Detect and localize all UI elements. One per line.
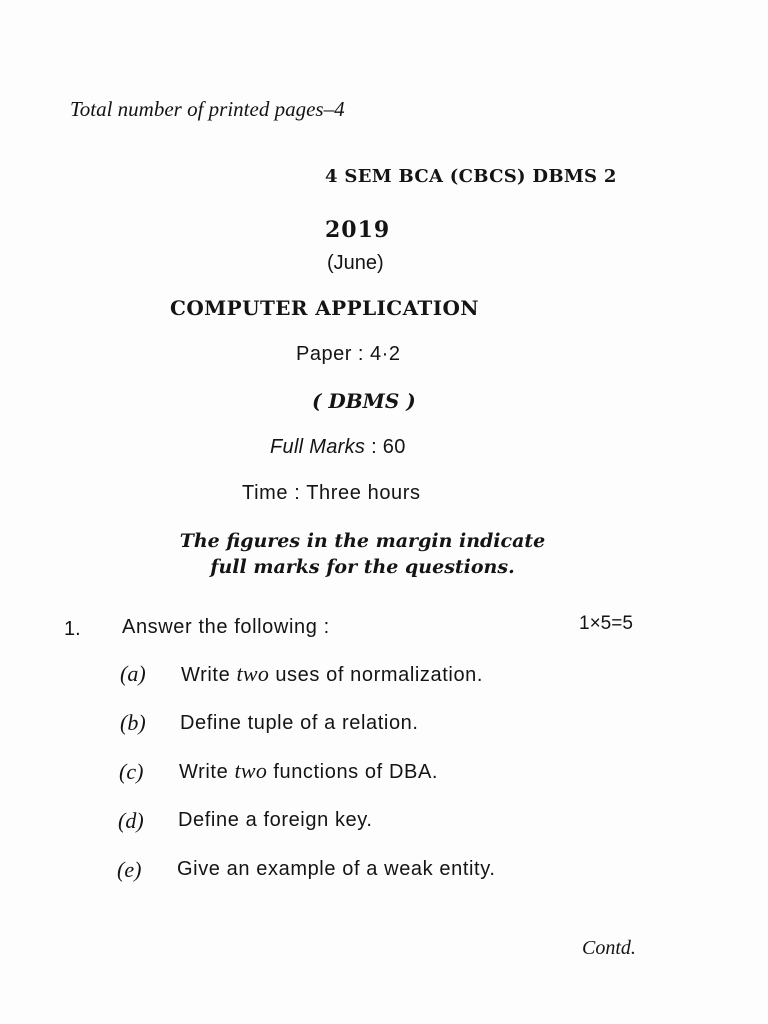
continued-note: Contd. [582, 937, 636, 959]
printed-pages-note: Total number of printed pages–4 [70, 97, 345, 121]
sub-question-text-part: Write [179, 761, 235, 783]
sub-question-emphasis: two [234, 758, 268, 783]
exam-time: Time : Three hours [242, 482, 421, 504]
sub-question-label: (d) [118, 808, 144, 833]
sub-question-text [177, 855, 495, 881]
subject-title: COMPUTER APPLICATION [170, 296, 479, 320]
sub-question [120, 710, 146, 736]
paper-number: Paper : 4·2 [296, 343, 401, 365]
sub-question-label: (b) [120, 710, 146, 735]
sub-question-text-part: Give an example of a weak entity. [177, 858, 496, 880]
sub-question-label: (e) [117, 857, 142, 882]
sub-question-text [178, 806, 373, 832]
exam-month: (June) [327, 252, 384, 274]
sub-question-label: (a) [120, 661, 146, 686]
sub-question [117, 857, 141, 883]
sub-question-text-part: Write [181, 664, 237, 686]
sub-question-text [181, 661, 483, 687]
sub-question-text-part: uses of normalization. [269, 664, 484, 686]
sub-question-text-part: Define tuple of a relation. [180, 712, 419, 734]
instruction-line-2: full marks for the questions. [210, 556, 515, 578]
question-text: Answer the following : [122, 616, 330, 638]
question-marks: 1×5=5 [579, 613, 633, 634]
course-code: 4 SEM BCA (CBCS) DBMS 2 [325, 166, 617, 187]
sub-question-emphasis: two [236, 661, 270, 686]
sub-question-text-part: Define a foreign key. [178, 809, 373, 831]
sub-question [118, 808, 144, 834]
sub-question-label: (c) [119, 759, 144, 784]
sub-question-text [179, 758, 438, 784]
full-marks-value: : 60 [365, 436, 406, 458]
full-marks [270, 436, 406, 459]
instruction-line-1: The figures in the margin indicate [179, 530, 546, 552]
sub-question-text [180, 709, 419, 735]
exam-year: 2019 [325, 217, 391, 243]
full-marks-label: Full Marks [270, 436, 366, 458]
sub-question-text-part: functions of DBA. [267, 761, 439, 783]
question-number: 1. [64, 618, 81, 640]
sub-question [120, 661, 146, 687]
sub-question [119, 759, 143, 785]
paper-name: ( DBMS ) [312, 389, 416, 413]
